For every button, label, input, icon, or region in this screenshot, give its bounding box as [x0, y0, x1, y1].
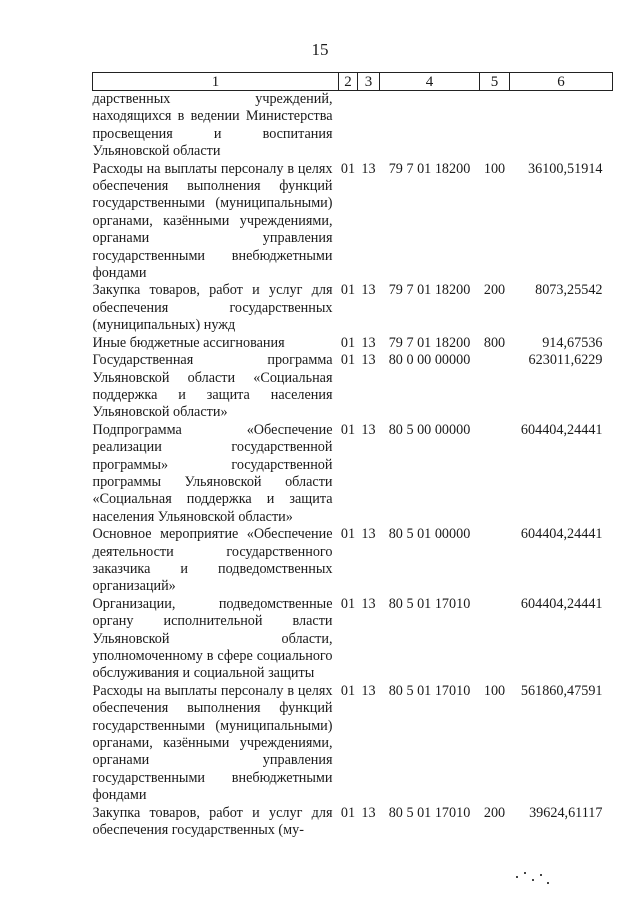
row-expense-type-cell — [480, 422, 510, 526]
table-row — [93, 161, 613, 283]
row-name-cell: Закупка товаров, работ и услуг для обеспечения государственных (муниципальных) нужд — [92, 282, 333, 334]
row-subsection-cell: 13 — [361, 352, 376, 369]
row-target-article-cell: 79 7 01 18200 — [388, 160, 471, 177]
row-expense-type-cell: 100 — [483, 160, 506, 177]
row-subsection-cell: 13 — [361, 421, 376, 438]
row-amount-cell: 623011,6229 — [528, 352, 603, 369]
row-expense-type-cell — [480, 91, 510, 161]
row-name-cell: Государственная программа Ульяновской области «Социальная поддержка и защита населения Ульяновской области» — [92, 352, 333, 421]
row-name-cell: Расходы на выплаты персоналу в целях обеспечения выполнения функций государственными (муниципальными) органами, казёнными учреждениями, органами управления государственными внебюджетными фондами — [92, 682, 333, 804]
row-amount-cell: 561860,47591 — [520, 682, 603, 699]
row-name-cell: Расходы на выплаты персоналу в целях обеспечения выполнения функций государственными (муниципальными) органами, казёнными учреждениями, органами управления государственными внебюджетными фондами — [92, 160, 333, 282]
row-target-article-cell — [380, 91, 480, 161]
row-expense-type-cell — [480, 596, 510, 683]
row-subsection-cell: 13 — [361, 682, 376, 699]
row-amount-cell: 36100,51914 — [528, 160, 603, 177]
row-amount-cell: 604404,24441 — [520, 526, 603, 543]
row-target-article-cell: 80 0 00 00000 — [388, 352, 471, 369]
row-amount-cell: 604404,24441 — [520, 421, 603, 438]
row-target-article-cell: 80 5 01 17010 — [388, 595, 471, 612]
row-section-cell: 01 — [340, 352, 356, 369]
row-target-article-cell: 80 5 01 00000 — [388, 526, 471, 543]
row-section-cell: 01 — [340, 421, 356, 438]
row-expense-type-cell: 800 — [483, 334, 506, 351]
column-header-4: 4 — [380, 73, 480, 91]
table-row — [93, 526, 613, 596]
row-section-cell: 01 — [340, 804, 356, 821]
table-row — [93, 91, 613, 161]
table-row — [93, 282, 613, 334]
row-section-cell: 01 — [340, 526, 356, 543]
row-name-cell: Подпрограмма «Обеспечение реализации государственной программы» государственной программы Ульяновской области «Социальная поддержка и защита населения Ульяновской области» — [92, 421, 333, 525]
table-row — [93, 422, 613, 526]
table-row — [93, 596, 613, 683]
page-number: 15 — [311, 40, 329, 59]
column-header-1: 1 — [93, 73, 339, 91]
row-expense-type-cell — [480, 352, 510, 422]
table-row — [93, 683, 613, 805]
row-expense-type-cell: 100 — [483, 682, 506, 699]
row-name-cell: Закупка товаров, работ и услуг для обеспечения государственных (му- — [92, 804, 333, 839]
row-section-cell: 01 — [340, 334, 356, 351]
row-target-article-cell: 79 7 01 18200 — [388, 282, 471, 299]
row-target-article-cell: 79 7 01 18200 — [388, 334, 471, 351]
row-section-cell: 01 — [340, 682, 356, 699]
row-amount-cell: 39624,61117 — [529, 804, 603, 821]
row-subsection-cell — [358, 91, 380, 161]
row-section-cell — [339, 91, 358, 161]
row-amount-cell: 914,67536 — [542, 334, 603, 351]
row-amount-cell: 604404,24441 — [520, 595, 603, 612]
row-name-cell: Основное мероприятие «Обеспечение деятельности государственного заказчика и подведомственных организаций» — [92, 526, 333, 595]
row-expense-type-cell: 200 — [483, 282, 506, 299]
budget-table — [92, 72, 613, 839]
row-name-cell: Иные бюджетные ассигнования — [92, 334, 285, 351]
column-header-2: 2 — [339, 73, 358, 91]
row-section-cell: 01 — [340, 595, 356, 612]
row-target-article-cell: 80 5 01 17010 — [388, 682, 471, 699]
row-subsection-cell: 13 — [361, 804, 376, 821]
row-amount-cell — [510, 91, 613, 161]
row-section-cell: 01 — [340, 160, 356, 177]
row-name-cell: Организации, подведомственные органу исполнительной власти Ульяновской области, уполномоченному в сфере социального обслуживания и социальной защиты — [92, 595, 333, 682]
row-target-article-cell: 80 5 01 17010 — [388, 804, 471, 821]
table-row — [93, 352, 613, 422]
table-row — [93, 335, 613, 352]
table-header-row — [93, 73, 613, 91]
column-header-6: 6 — [510, 73, 613, 91]
scan-artifact — [510, 868, 560, 888]
row-subsection-cell: 13 — [361, 334, 376, 351]
row-target-article-cell: 80 5 00 00000 — [388, 421, 471, 438]
table-body — [93, 91, 613, 840]
column-header-5: 5 — [480, 73, 510, 91]
row-amount-cell: 8073,25542 — [535, 282, 603, 299]
row-subsection-cell: 13 — [361, 595, 376, 612]
row-expense-type-cell: 200 — [483, 804, 506, 821]
row-subsection-cell: 13 — [361, 160, 376, 177]
row-subsection-cell: 13 — [361, 282, 376, 299]
table-row — [93, 805, 613, 840]
row-name-cell: дарственных учреждений, находящихся в ведении Министерства просвещения и воспитания Ульяновской области — [92, 91, 333, 160]
column-header-3: 3 — [358, 73, 380, 91]
row-subsection-cell: 13 — [361, 526, 376, 543]
row-expense-type-cell — [480, 526, 510, 596]
row-section-cell: 01 — [340, 282, 356, 299]
